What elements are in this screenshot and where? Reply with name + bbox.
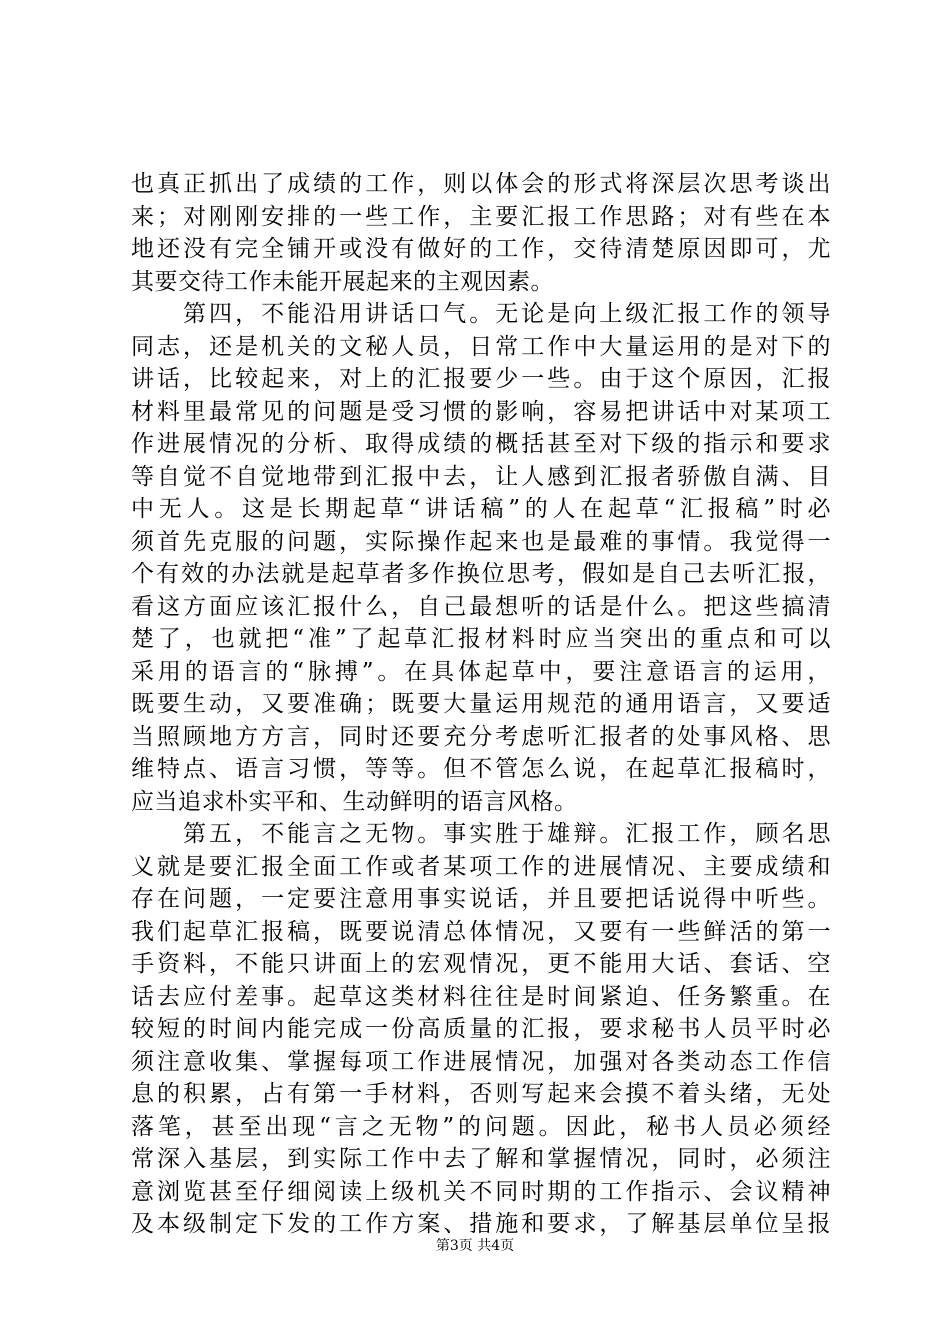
- document-body: [131, 168, 831, 1241]
- text-line: 等自觉不自觉地带到汇报中去，让人感到汇报者骄傲自满、目: [131, 463, 831, 490]
- text-line: 个有效的办法就是起草者多作换位思考，假如是自己去听汇报，: [131, 561, 831, 587]
- text-line: 常深入基层，到实际工作中去了解和掌握情况，同时，必须注: [131, 1146, 831, 1172]
- text-line: 义就是要汇报全面工作或者某项工作的进展情况、主要成绩和: [131, 853, 831, 880]
- text-line: 地还没有完全铺开或没有做好的工作，交待清楚原因即可，尤: [131, 236, 831, 262]
- text-line: 既要生动，又要准确；既要大量运用规范的通用语言，又要适: [131, 691, 831, 717]
- text-line: 第四，不能沿用讲话口气。无论是向上级汇报工作的领导: [131, 301, 831, 327]
- text-line: 我们起草汇报稿，既要说清总体情况，又要有一些鲜活的第一: [131, 918, 831, 945]
- text-line: 第五，不能言之无物。事实胜于雄辩。汇报工作，顾名思: [131, 821, 831, 847]
- text-line: 也真正抓出了成绩的工作，则以体会的形式将深层次思考谈出: [131, 171, 831, 197]
- text-line: 维特点、语言习惯，等等。但不管怎么说，在起草汇报稿时，: [131, 756, 831, 782]
- text-line: 及本级制定下发的工作方案、措施和要求，了解基层单位呈报: [131, 1211, 831, 1237]
- text-line: 较短的时间内能完成一份高质量的汇报，要求秘书人员平时必: [131, 1016, 831, 1042]
- text-line: 手资料，不能只讲面上的宏观情况，更不能用大话、套话、空: [131, 951, 831, 977]
- text-line: 中无人。这是长期起草“讲话稿”的人在起草“汇报稿”时必: [131, 496, 831, 522]
- text-line: 其要交待工作未能开展起来的主观因素。: [131, 268, 554, 295]
- page-footer: 第3页 共4页: [435, 1238, 515, 1254]
- text-line: 楚了，也就把“准”了起草汇报材料时应当突出的重点和可以: [131, 626, 831, 652]
- text-line: 须首先克服的问题，实际操作起来也是最难的事情。我觉得一: [131, 528, 831, 555]
- text-line: 话去应付差事。起草这类材料往往是时间紧迫、任务繁重。在: [131, 983, 831, 1010]
- text-line: 意浏览甚至仔细阅读上级机关不同时期的工作指示、会议精神: [131, 1178, 831, 1205]
- text-line: 存在问题，一定要注意用事实说话，并且要把话说得中听些。: [131, 886, 831, 912]
- text-line: 须注意收集、掌握每项工作进展情况，加强对各类动态工作信: [131, 1048, 831, 1075]
- text-line: 息的积累，占有第一手材料，否则写起来会摸不着头绪，无处: [131, 1081, 831, 1107]
- text-line: 同志，还是机关的文秘人员，日常工作中大量运用的是对下的: [131, 333, 831, 360]
- text-line: 讲话，比较起来，对上的汇报要少一些。由于这个原因，汇报: [131, 366, 831, 392]
- text-line: 来；对刚刚安排的一些工作，主要汇报工作思路；对有些在本: [131, 203, 831, 230]
- text-line: 作进展情况的分析、取得成绩的概括甚至对下级的指示和要求: [131, 431, 831, 457]
- text-line: 材料里最常见的问题是受习惯的影响，容易把讲话中对某项工: [131, 398, 831, 425]
- text-line: 当照顾地方方言，同时还要充分考虑听汇报者的处事风格、思: [131, 723, 831, 750]
- text-line: 看这方面应该汇报什么，自己最想听的话是什么。把这些搞清: [131, 593, 831, 620]
- text-line: 落笔，甚至出现“言之无物”的问题。因此，秘书人员必须经: [131, 1113, 831, 1140]
- text-line: 应当追求朴实平和、生动鲜明的语言风格。: [131, 788, 578, 815]
- text-line: 采用的语言的“脉搏”。在具体起草中，要注意语言的运用，: [131, 658, 831, 685]
